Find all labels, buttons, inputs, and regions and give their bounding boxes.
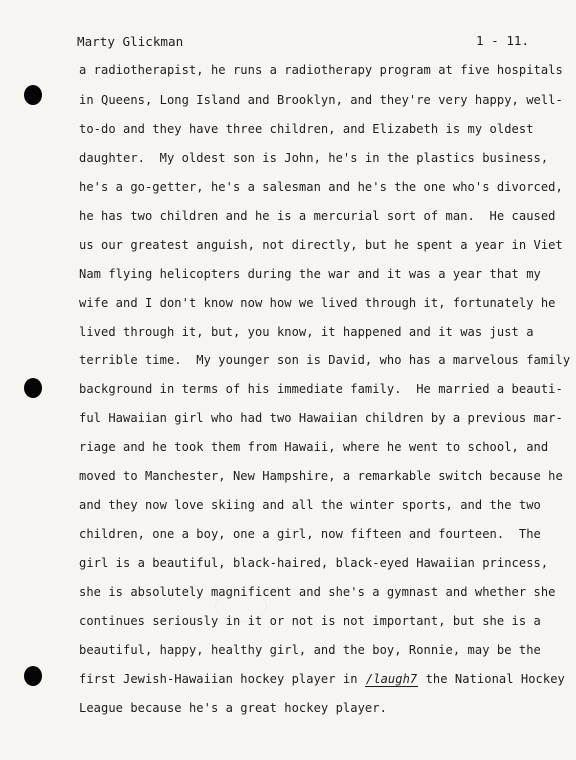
body-line-14: riage and he took them from Hawaii, where he went to school, and <box>79 440 549 454</box>
header-interviewee-name: Marty Glickman <box>77 34 184 49</box>
body-line-22-start: first Jewish-Hawaiian hockey player in <box>79 672 365 686</box>
body-line-15: moved to Manchester, New Hampshire, a remarkable switch because he <box>79 469 563 483</box>
body-line-22 <box>79 671 565 687</box>
body-line-7: us our greatest anguish, not directly, but he spent a year in Viet <box>79 238 563 252</box>
body-line-16: and they now love skiing and all the winter sports, and the two <box>79 498 541 512</box>
body-line-11: terrible time. My younger son is David, who has a marvelous family <box>79 353 571 367</box>
body-line-12: background in terms of his immediate family. He married a beauti- <box>79 382 563 396</box>
bracketed-annotation-laugh: /laugh7 <box>365 672 418 686</box>
body-line-18: girl is a beautiful, black-haired, black-eyed Hawaiian princess, <box>79 556 549 570</box>
body-line-10: lived through it, but, you know, it happened and it was just a <box>79 325 534 339</box>
body-line-13: ful Hawaiian girl who had two Hawaiian children by a previous mar- <box>79 411 563 425</box>
punch-hole-top <box>24 85 42 105</box>
body-line-4: daughter. My oldest son is John, he's in the plastics business, <box>79 151 549 165</box>
body-line-5: he's a go-getter, he's a salesman and he's the one who's divorced, <box>79 180 563 194</box>
body-line-17: children, one a boy, one a girl, now fifteen and fourteen. The <box>79 527 541 541</box>
bracketed-annotation-text: laugh <box>373 672 410 686</box>
body-line-9: wife and I don't know now how we lived through it, fortunately he <box>79 296 556 310</box>
body-line-3: to-do and they have three children, and Elizabeth is my oldest <box>79 122 534 136</box>
body-line-8: Nam flying helicopters during the war and it was a year that my <box>79 267 541 281</box>
body-line-2: in Queens, Long Island and Brooklyn, and they're very happy, well- <box>79 93 563 107</box>
punch-hole-middle <box>24 378 42 398</box>
body-line-22-end: the National Hockey <box>418 672 565 686</box>
body-line-21: beautiful, happy, healthy girl, and the boy, Ronnie, may be the <box>79 643 541 657</box>
body-line-23: League because he's a great hockey player. <box>79 701 387 715</box>
body-line-19: she is absolutely magnificent and she's a gymnast and whether she <box>79 585 556 599</box>
body-line-20: continues seriously in it or not is not important, but she is a <box>79 614 541 628</box>
body-line-6: he has two children and he is a mercurial sort of man. He caused <box>79 209 556 223</box>
header-page-number: 1 - 11. <box>476 33 530 48</box>
punch-hole-bottom <box>24 666 42 686</box>
body-line-1: a radiotherapist, he runs a radiotherapy program at five hospitals <box>79 63 563 77</box>
